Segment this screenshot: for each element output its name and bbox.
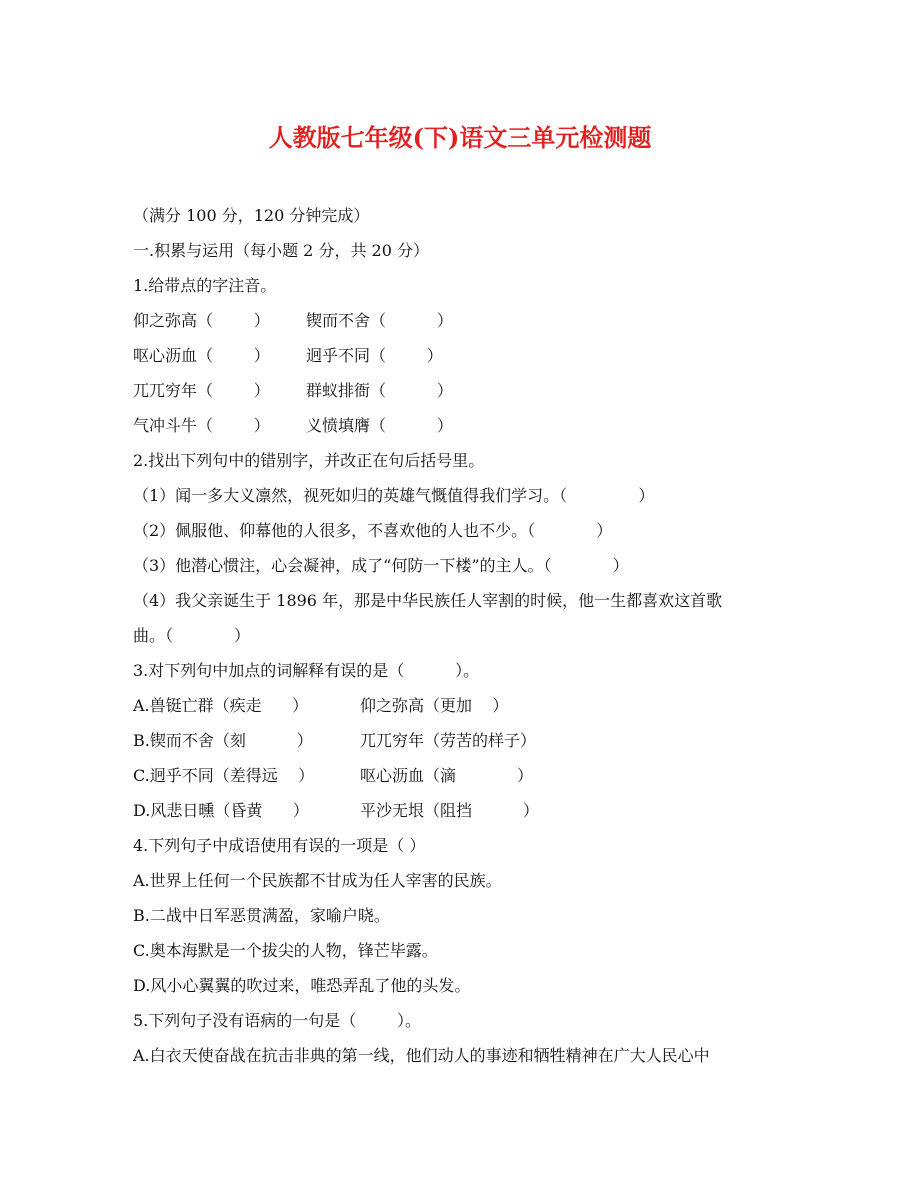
question-3-option: B.锲而不舍（刻 ） <box>133 731 313 750</box>
question-2-item: （2）佩服他、仰幕他的人很多，不喜欢他的人也不少。（ ） <box>133 521 613 540</box>
question-3-option: D.风悲日曛（昏黄 ） <box>133 801 309 820</box>
question-1-item: 群蚁排衙（ ） <box>306 381 453 400</box>
question-3-option: 呕心沥血（滴 ） <box>360 766 534 785</box>
question-4-option: C.奥本海默是一个拔尖的人物，锋芒毕露。 <box>133 941 438 960</box>
question-4-option: B.二战中日军恶贯满盈，家喻户晓。 <box>133 906 390 925</box>
question-3-row <box>133 688 793 723</box>
question-3-option: 仰之弥高（更加 ） <box>360 696 509 715</box>
question-5-option: A.白衣天使奋战在抗击非典的第一线，他们动人的事迹和牺牲精神在广大人民心中 <box>133 1046 710 1065</box>
question-1-item: 迥乎不同（ ） <box>306 346 443 365</box>
document-title: 人教版七年级(下)语文三单元检测题 <box>268 123 652 152</box>
question-1-item: 呕心沥血（ ） <box>133 346 270 365</box>
question-3-option: 兀兀穷年（劳苦的样子） <box>360 731 537 750</box>
question-5-prompt: 5.下列句子没有语病的一句是（ ）。 <box>133 1011 421 1030</box>
question-3-row <box>133 758 793 793</box>
question-1-item: 气冲斗牛（ ） <box>133 416 270 435</box>
question-3-option: A.兽铤亡群（疾走 ） <box>133 696 309 715</box>
question-1-row <box>133 338 793 373</box>
question-2-item: （3）他潜心惯注，心会凝神，成了“何防一下楼”的主人。（ ） <box>133 556 629 575</box>
question-1-item: 仰之弥高（ ） <box>133 311 270 330</box>
section-heading: 一.积累与运用（每小题 2 分，共 20 分） <box>133 241 429 260</box>
question-2-item: （4）我父亲诞生于 1896 年，那是中华民族任人宰割的时候，他一生都喜欢这首歌 <box>133 591 723 610</box>
question-3-row <box>133 723 793 758</box>
question-2-prompt: 2.找出下列句中的错别字，并改正在句后括号里。 <box>133 451 485 470</box>
question-1-row <box>133 408 793 443</box>
question-1-row <box>133 373 793 408</box>
question-2-item: （1）闻一多大义凛然，视死如归的英雄气慨值得我们学习。（ ） <box>133 486 655 505</box>
exam-intro: （满分 100 分，120 分钟完成） <box>133 206 370 225</box>
question-4-option: A.世界上任何一个民族都不甘成为任人宰害的民族。 <box>133 871 502 890</box>
question-4-prompt: 4.下列句子中成语使用有误的一项是（ ） <box>133 836 426 855</box>
question-2-item: 曲。（ ） <box>133 626 251 645</box>
question-4-option: D.风小心翼翼的吹过来，唯恐弄乱了他的头发。 <box>133 976 471 995</box>
question-3-option: C.迥乎不同（差得远 ） <box>133 766 315 785</box>
document-body <box>133 198 793 1073</box>
question-3-row <box>133 793 793 828</box>
question-1-item: 锲而不舍（ ） <box>306 311 453 330</box>
question-1-row <box>133 303 793 338</box>
question-1-prompt: 1.给带点的字注音。 <box>133 276 277 295</box>
question-1-item: 兀兀穷年（ ） <box>133 381 270 400</box>
question-3-prompt: 3.对下列句中加点的词解释有误的是（ ）。 <box>133 661 480 680</box>
question-1-item: 义愤填膺（ ） <box>306 416 453 435</box>
question-3-option: 平沙无垠（阻挡 ） <box>360 801 539 820</box>
